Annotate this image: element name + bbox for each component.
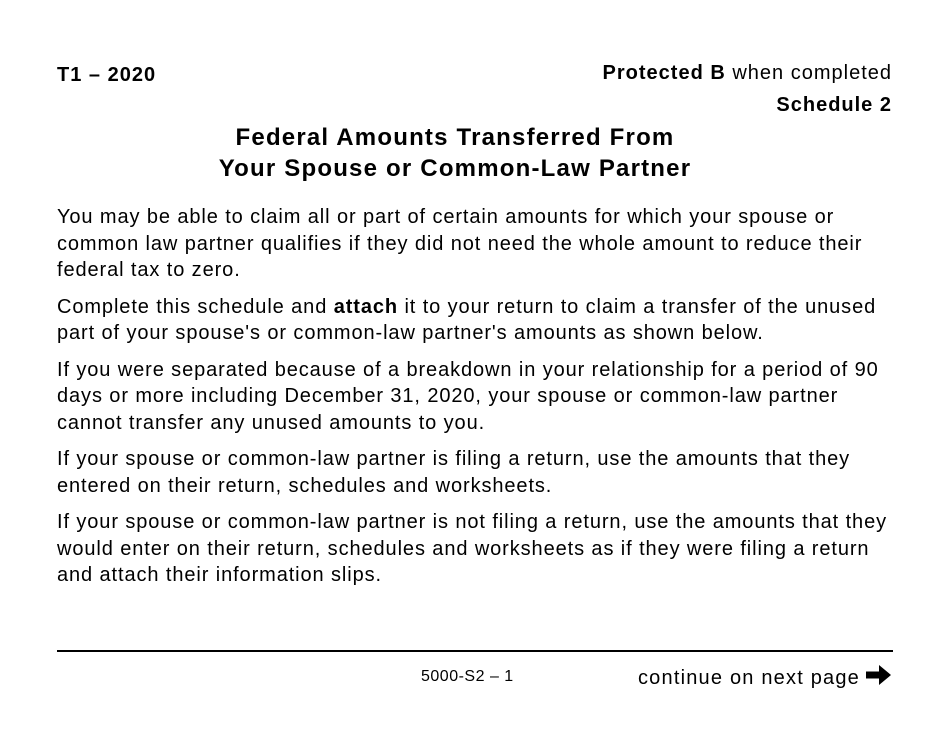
protected-suffix: when completed xyxy=(725,62,892,84)
instructions xyxy=(57,204,907,599)
paragraph-attach xyxy=(57,294,907,347)
p2-before: Complete this schedule and xyxy=(57,295,334,318)
page-title xyxy=(0,122,910,184)
p2-after: it to your return to claim a transfer of the unused part of your spouse's or common-law partner's amounts as shown below. xyxy=(57,295,877,344)
continue-label: continue on next page xyxy=(637,666,860,689)
protected-status xyxy=(603,62,892,85)
right-arrow-icon xyxy=(866,664,892,692)
title-line-1: Federal Amounts Transferred From xyxy=(235,124,675,151)
paragraph-not-filing: If your spouse or common-law partner is not filing a return, use the amounts that they would enter on their return, schedules and worksheets as if they were filing a return and attach their information slips. xyxy=(57,511,887,586)
paragraph-eligibility: You may be able to claim all or part of certain amounts for which your spouse or common law partner qualifies if they did not need the whole amount to reduce their federal tax to zero. xyxy=(57,206,863,281)
form-id: T1 – 2020 xyxy=(57,64,157,86)
page-number: 5000-S2 – 1 xyxy=(421,668,514,685)
footer-rule xyxy=(57,650,893,652)
protected-label: Protected B xyxy=(602,62,726,84)
title-line-2: Your Spouse or Common-Law Partner xyxy=(218,155,692,182)
continue-next-page xyxy=(638,664,892,692)
paragraph-separation: If you were separated because of a breakdown in your relationship for a period of 90 days or more including December 31, 2020, your spouse or common-law partner cannot transfer any unused amounts to you. xyxy=(57,358,879,434)
schedule-label: Schedule 2 xyxy=(776,94,892,116)
p2-bold: attach xyxy=(333,295,398,318)
paragraph-filing: If your spouse or common-law partner is filing a return, use the amounts that they entered on their return, schedules and worksheets. xyxy=(57,448,851,497)
